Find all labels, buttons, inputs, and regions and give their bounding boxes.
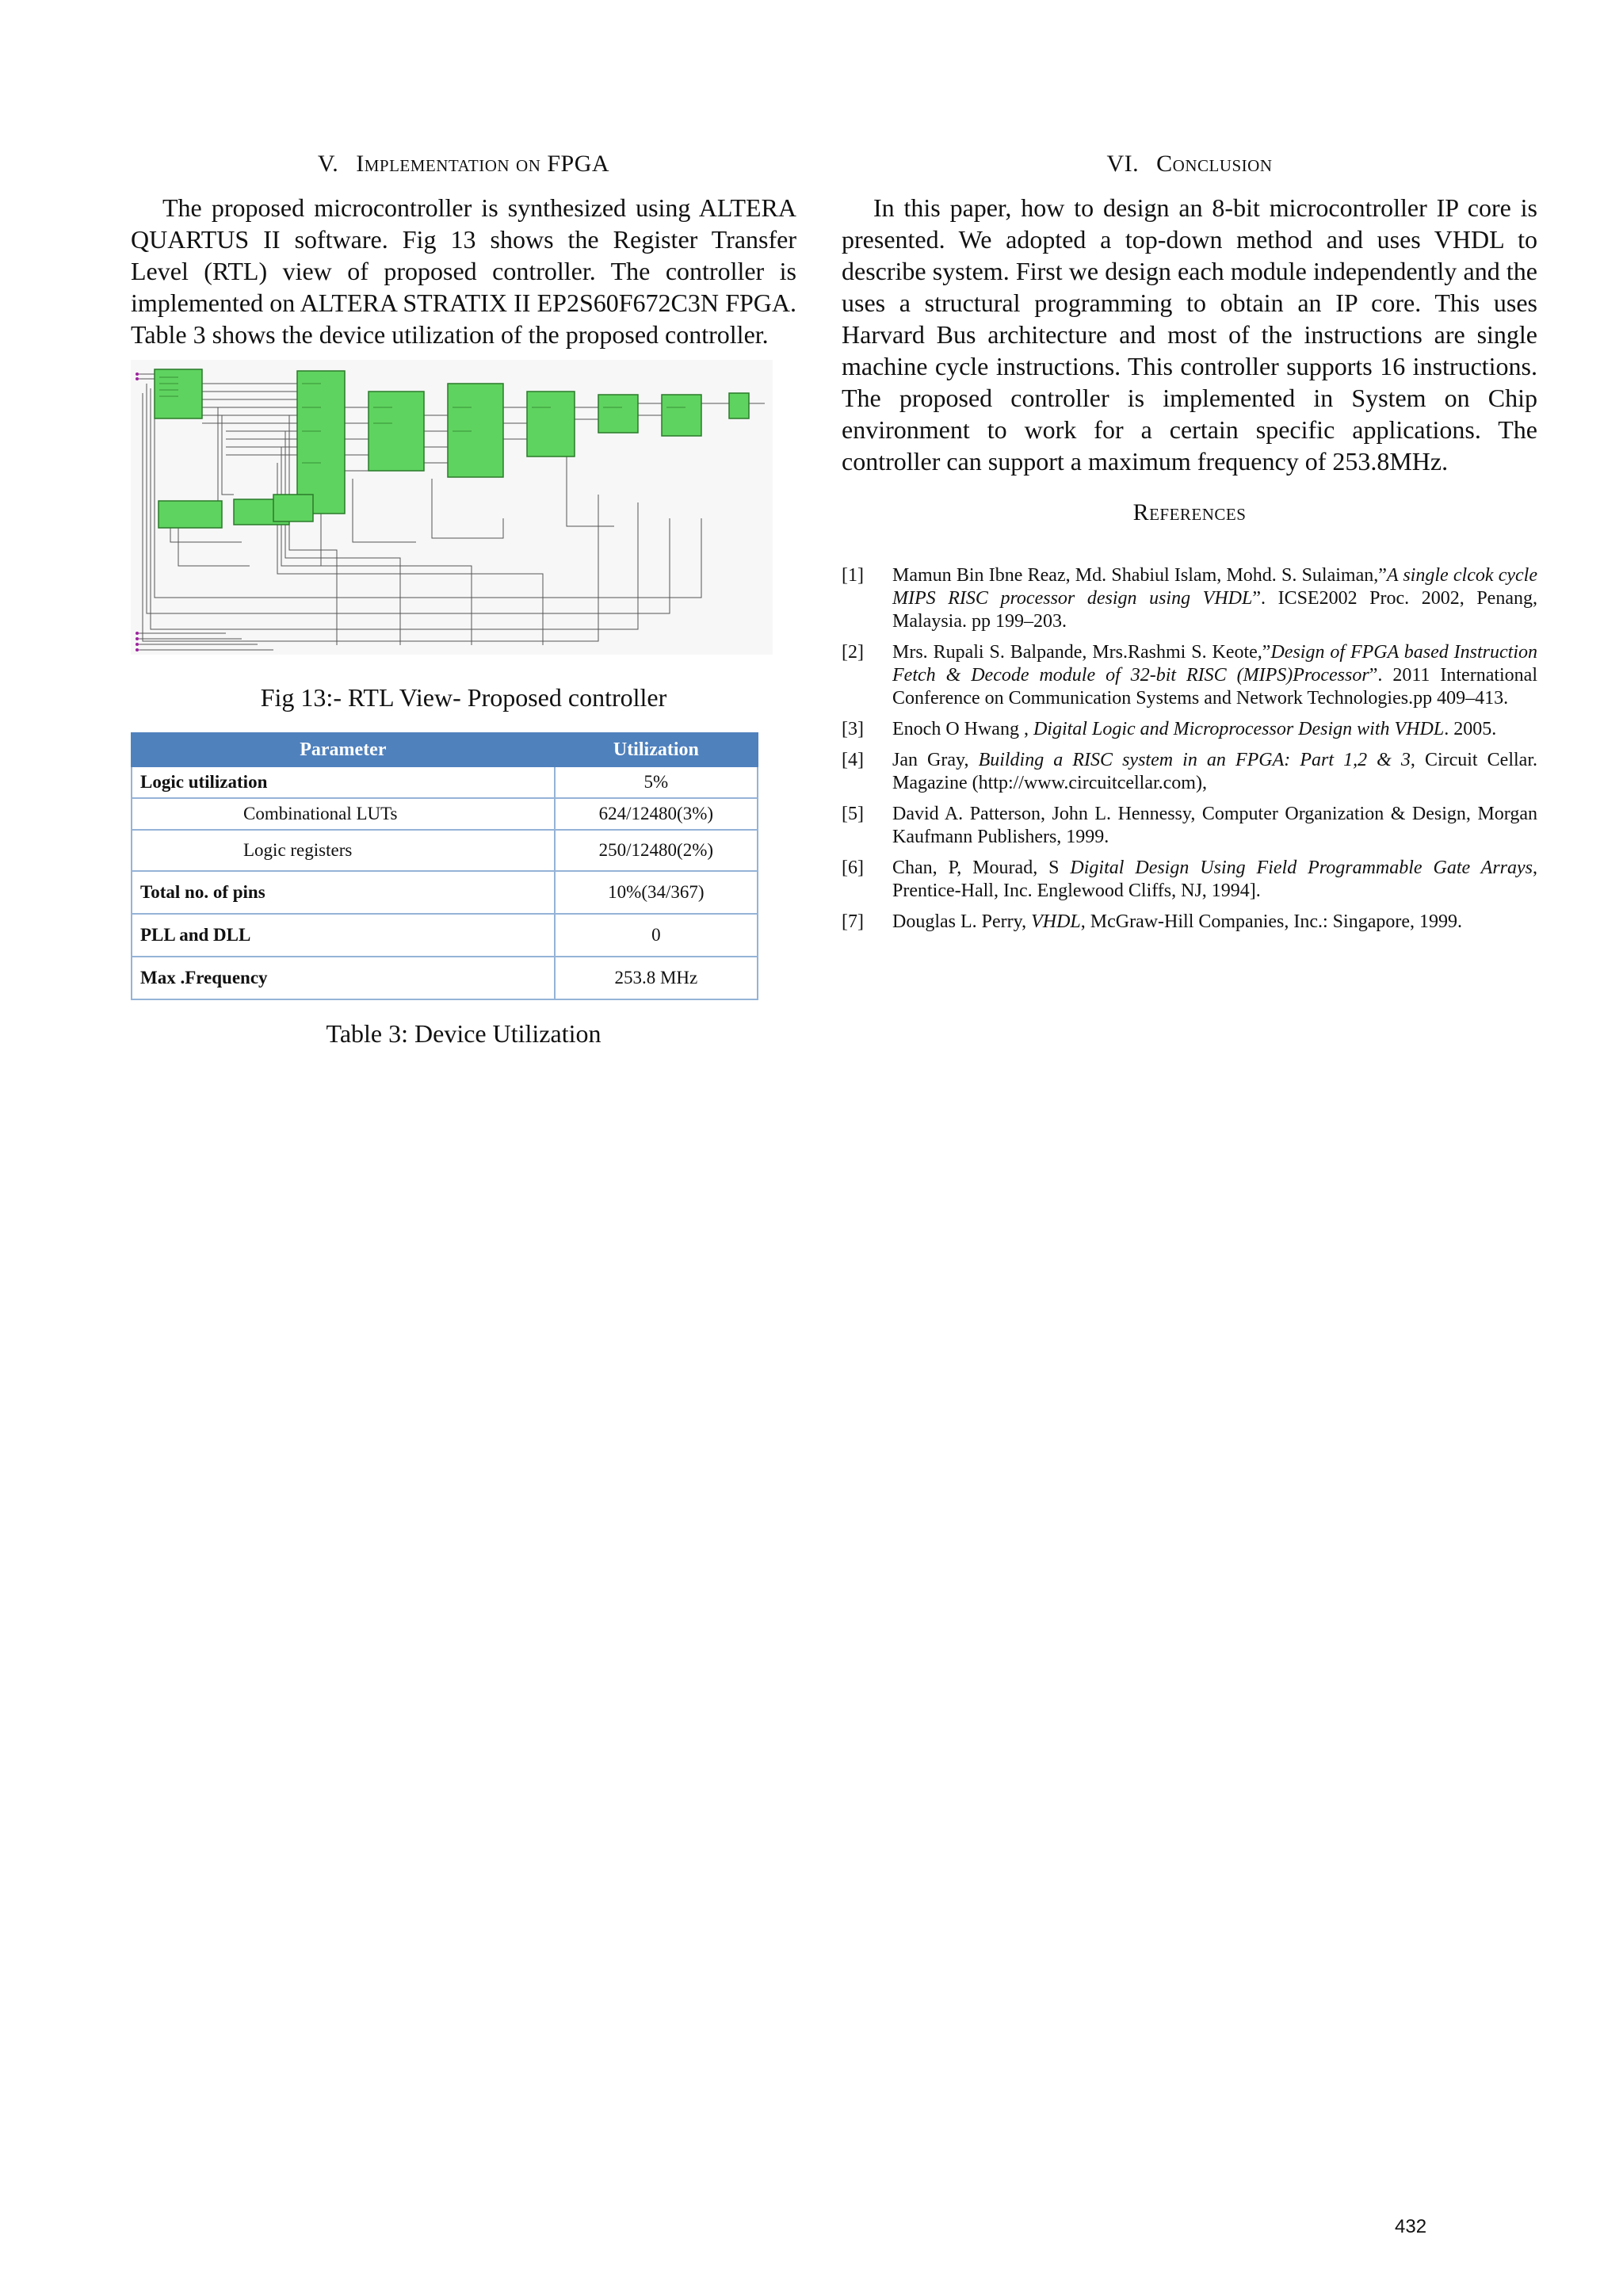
reference-number: [6]	[842, 858, 864, 878]
reference-title: Digital Design Using Field Programmable Gate Arrays	[1070, 858, 1533, 878]
reference-text	[892, 749, 1537, 795]
reference-details: ”. ICSE2002 Proc. 2002, Penang, Malaysia. pp 199–203.	[892, 588, 1537, 632]
reference-authors: David A. Patterson, John L. Hennessy, Computer Organization & Design, Morgan Kaufmann Publishers, 1999.	[892, 804, 1537, 847]
references-list	[842, 564, 1537, 934]
section-title: Implementation on FPGA	[356, 151, 610, 177]
table-cell-value: 624/12480(3%)	[555, 798, 758, 830]
reference-number: [2]	[842, 642, 864, 663]
reference-authors: Mrs. Rupali S. Balpande, Mrs.Rashmi S. Keote,”	[892, 642, 1271, 663]
reference-details: , Prentice-Hall, Inc. Englewood Cliffs, NJ, 1994].	[892, 858, 1537, 901]
references-title: References	[1132, 499, 1247, 525]
reference-authors: Chan, P, Mourad, S	[892, 858, 1071, 878]
table-cell-param: Max .Frequency	[132, 957, 555, 999]
reference-item	[842, 911, 1537, 934]
reference-text	[892, 564, 1537, 633]
reference-text	[892, 803, 1537, 849]
table-cell-param: Logic registers	[132, 830, 555, 871]
reference-item	[842, 641, 1537, 710]
reference-details: ”. 2011 International Conference on Communication Systems and Network Technologies.pp 409–413.	[892, 665, 1538, 709]
reference-item	[842, 749, 1537, 795]
reference-details: . 2005.	[1444, 719, 1497, 739]
table-header-row	[132, 733, 758, 766]
right-column	[842, 151, 1537, 942]
table-cell-value: 250/12480(2%)	[555, 830, 758, 871]
implementation-paragraph: The proposed microcontroller is synthesized using ALTERA QUARTUS II software. Fig 13 shows the Register Transfer Level (RTL) view of proposed controller. The controller is implemented on ALTERA STRATIX II EP2S60F672C3N FPGA. Table 3 shows the device utilization of the proposed controller.	[131, 193, 796, 349]
reference-item	[842, 564, 1537, 633]
table-row	[132, 798, 758, 830]
reference-text	[892, 911, 1537, 934]
figure-caption: Fig 13:- RTL View- Proposed controller	[260, 683, 667, 712]
table-row	[132, 914, 758, 957]
reference-title: Design of FPGA based Instruction Fetch & Decode module of 32-bit RISC (MIPS)Processor	[892, 642, 1537, 686]
section-title: Conclusion	[1156, 151, 1273, 177]
reference-title: Building a RISC system in an FPGA: Part 1,2 & 3	[978, 750, 1411, 770]
table-header-parameter: Parameter	[132, 733, 555, 766]
table-cell-param: Total no. of pins	[132, 871, 555, 914]
reference-item	[842, 857, 1537, 903]
reference-number: [4]	[842, 750, 864, 770]
reference-authors: Enoch O Hwang ,	[892, 719, 1033, 739]
reference-text	[892, 857, 1537, 903]
table-row	[132, 830, 758, 871]
device-utilization-table	[131, 732, 758, 1000]
table-cell-param: PLL and DLL	[132, 914, 555, 957]
rtl-view-figure	[131, 360, 773, 655]
conclusion-paragraph: In this paper, how to design an 8-bit microcontroller IP core is presented. We adopted a top-down method and uses VHDL to describe system. First we design each module independently and the uses a structural programming to obtain an IP core. This uses Harvard Bus architecture and most of the instructions are single machine cycle instructions. This controller supports 16 instructions. The proposed controller is implemented in System on Chip environment to work for a certain specific applications. The controller can support a maximum frequency of 253.8MHz.	[842, 193, 1537, 476]
reference-title: Digital Logic and Microprocessor Design with VHDL	[1033, 719, 1445, 739]
reference-authors: Mamun Bin Ibne Reaz, Md. Shabiul Islam, Mohd. S. Sulaiman,”	[892, 565, 1387, 586]
table-cell-value: 10%(34/367)	[555, 871, 758, 914]
section-heading-implementation	[131, 151, 796, 178]
section-number: VI.	[1106, 151, 1140, 177]
reference-authors: Jan Gray,	[892, 750, 979, 770]
reference-text	[892, 718, 1537, 741]
reference-number: [5]	[842, 804, 864, 824]
table-row	[132, 766, 758, 798]
reference-number: [7]	[842, 911, 864, 932]
reference-number: [3]	[842, 719, 864, 739]
table-row	[132, 957, 758, 999]
page-number: 432	[1395, 2216, 1427, 2237]
reference-authors: Douglas L. Perry,	[892, 911, 1032, 932]
reference-title: VHDL	[1031, 911, 1081, 932]
reference-number: [1]	[842, 565, 864, 586]
table-row	[132, 871, 758, 914]
left-column	[131, 151, 796, 1049]
table-cell-value: 5%	[555, 766, 758, 798]
table-cell-value: 0	[555, 914, 758, 957]
table-cell-param: Logic utilization	[132, 766, 555, 798]
table-caption: Table 3: Device Utilization	[326, 1019, 601, 1048]
rtl-schematic	[131, 360, 773, 655]
table-cell-param: Combinational LUTs	[132, 798, 555, 830]
reference-text	[892, 641, 1537, 710]
reference-item	[842, 803, 1537, 849]
section-number: V.	[317, 151, 339, 177]
table-header-utilization: Utilization	[555, 733, 758, 766]
section-heading-conclusion	[842, 151, 1537, 178]
references-heading	[842, 499, 1537, 526]
reference-details: , Circuit Cellar. Magazine (http://www.circuitcellar.com),	[892, 750, 1537, 793]
reference-details: , McGraw-Hill Companies, Inc.: Singapore, 1999.	[1080, 911, 1462, 932]
reference-item	[842, 718, 1537, 741]
table-cell-value: 253.8 MHz	[555, 957, 758, 999]
reference-title: A single clcok cycle MIPS RISC processor design using VHDL	[892, 565, 1537, 609]
